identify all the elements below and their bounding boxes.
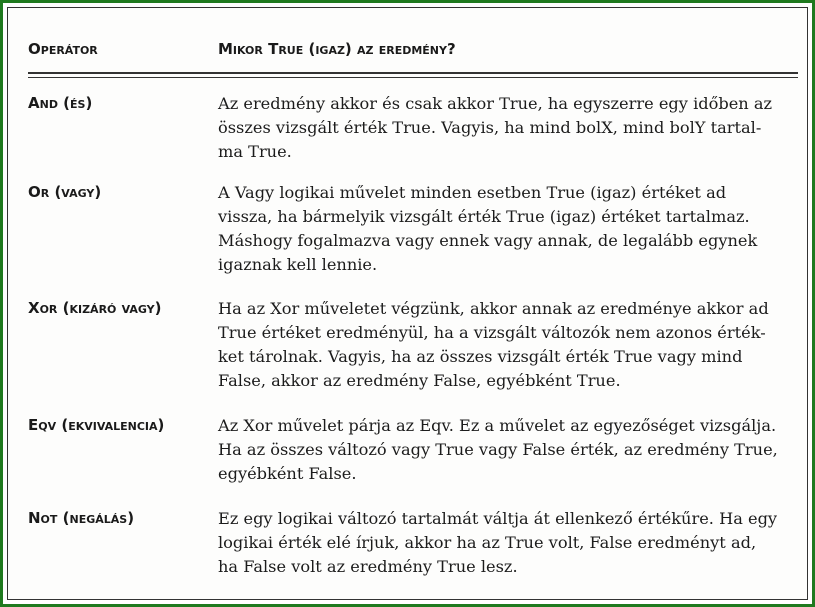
operator-description xyxy=(218,414,796,486)
description-line: A Vagy logikai művelet minden esetben True (igaz) értéket ad xyxy=(218,183,727,202)
operator-name: Not (negálás) xyxy=(28,509,135,527)
header-rule-thin xyxy=(28,77,798,78)
operator-name: Or (vagy) xyxy=(28,183,102,201)
description-line: Ez egy logikai változó tartalmát váltja át ellenkező értékűre. Ha egy xyxy=(218,509,778,528)
description-line: Máshogy fogalmazva vagy ennek vagy annak, de legalább egynek xyxy=(218,231,758,250)
operator-column-header: Operátor xyxy=(28,40,98,58)
operator-name: And (és) xyxy=(28,94,93,112)
operator-description xyxy=(218,92,796,164)
description-line: Ha az összes változó vagy True vagy False érték, az eredmény True, xyxy=(218,440,778,459)
description-line: vissza, ha bármelyik vizsgált érték True (igaz) értéket tartalmaz. xyxy=(218,207,750,226)
description-line: Ha az Xor műveletet végzünk, akkor annak az eredménye akkor ad xyxy=(218,299,769,318)
operator-description xyxy=(218,297,796,393)
operator-name: Eqv (ekvivalencia) xyxy=(28,416,165,434)
description-line: ha False volt az eredmény True lesz. xyxy=(218,557,518,576)
description-line: Az eredmény akkor és csak akkor True, ha egyszerre egy időben az xyxy=(218,94,773,113)
description-line: False, akkor az eredmény False, egyébként True. xyxy=(218,371,621,390)
operator-name: Xor (kizáró vagy) xyxy=(28,299,162,317)
header-rule-thick xyxy=(28,72,798,74)
description-line: logikai érték elé írjuk, akkor ha az True volt, False eredményt ad, xyxy=(218,533,757,552)
result-column-header: Mikor True (igaz) az eredmény? xyxy=(218,40,456,58)
operator-description xyxy=(218,181,796,277)
operator-description xyxy=(218,507,796,579)
description-line: összes vizsgált érték True. Vagyis, ha mind bolX, mind bolY tartal- xyxy=(218,118,762,137)
description-line: Az Xor művelet párja az Eqv. Ez a művelet az egyezőséget vizsgálja. xyxy=(218,416,777,435)
description-line: ma True. xyxy=(218,142,292,161)
description-line: ket tárolnak. Vagyis, ha az összes vizsgált érték True vagy mind xyxy=(218,347,743,366)
description-line: True értéket eredményül, ha a vizsgált változók nem azonos érték- xyxy=(218,323,766,342)
table-header xyxy=(28,40,798,74)
description-line: egyébként False. xyxy=(218,464,357,483)
description-line: igaznak kell lennie. xyxy=(218,255,378,274)
